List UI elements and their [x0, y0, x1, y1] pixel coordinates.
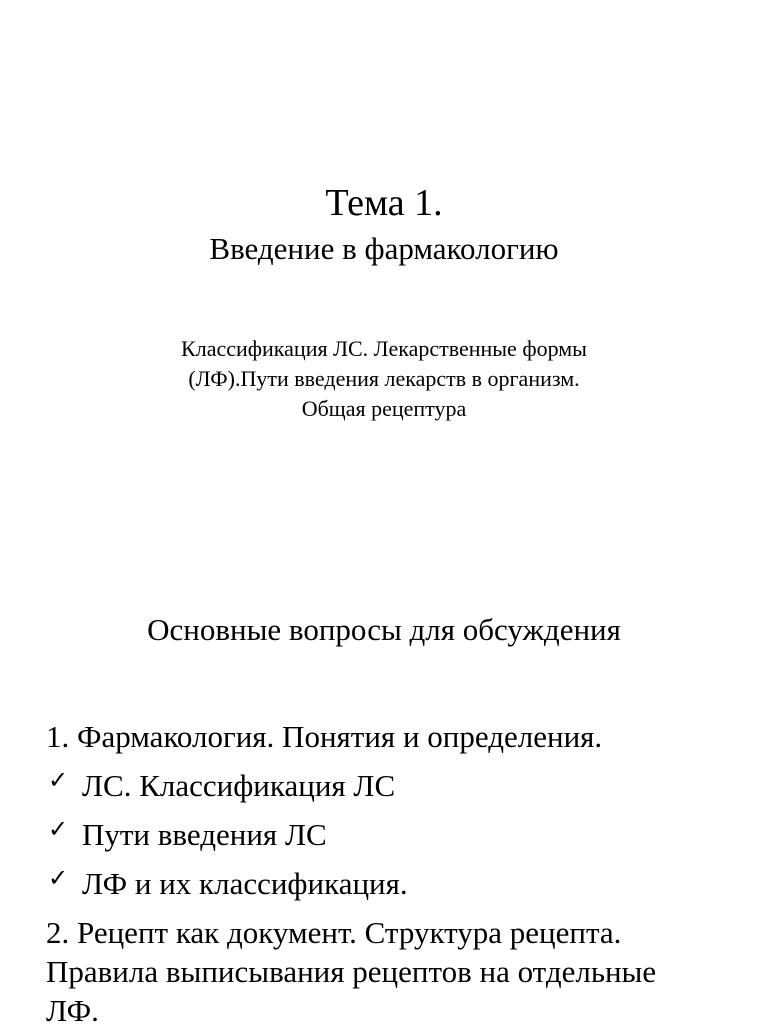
- checklist-item: [46, 864, 746, 904]
- topic-description: [134, 334, 634, 424]
- checklist-item-label: Пути введения ЛС: [82, 817, 327, 852]
- question-item-1: 1. Фармакология. Понятия и определения.: [46, 719, 603, 754]
- topic-subtitle: Введение в фармакологию: [209, 231, 559, 266]
- checklist-item: [46, 766, 746, 806]
- question-item-2-line: ЛФ.: [46, 993, 99, 1028]
- topic-title: Тема 1.: [325, 182, 443, 224]
- description-line: Классификация ЛС. Лекарственные формы: [181, 336, 587, 361]
- discussion-questions-list: [46, 717, 746, 1030]
- question-item-2: [46, 913, 746, 1030]
- question-item-2-line: Правила выписывания рецептов на отдельные: [46, 954, 657, 989]
- description-line: Общая рецептура: [301, 396, 467, 421]
- checkmark-icon: ✓: [48, 815, 69, 843]
- checkmark-icon: ✓: [48, 864, 69, 892]
- description-line: (ЛФ).Пути введения лекарств в организм.: [188, 366, 580, 391]
- section-heading: Основные вопросы для обсуждения: [147, 612, 621, 647]
- checklist-item: [46, 815, 746, 855]
- question-item-2-line: 2. Рецепт как документ. Структура рецепта.: [46, 915, 622, 950]
- checklist-item-label: ЛС. Классификация ЛС: [82, 768, 396, 803]
- checkmark-icon: ✓: [48, 766, 69, 794]
- checklist-item-label: ЛФ и их классификация.: [82, 866, 408, 901]
